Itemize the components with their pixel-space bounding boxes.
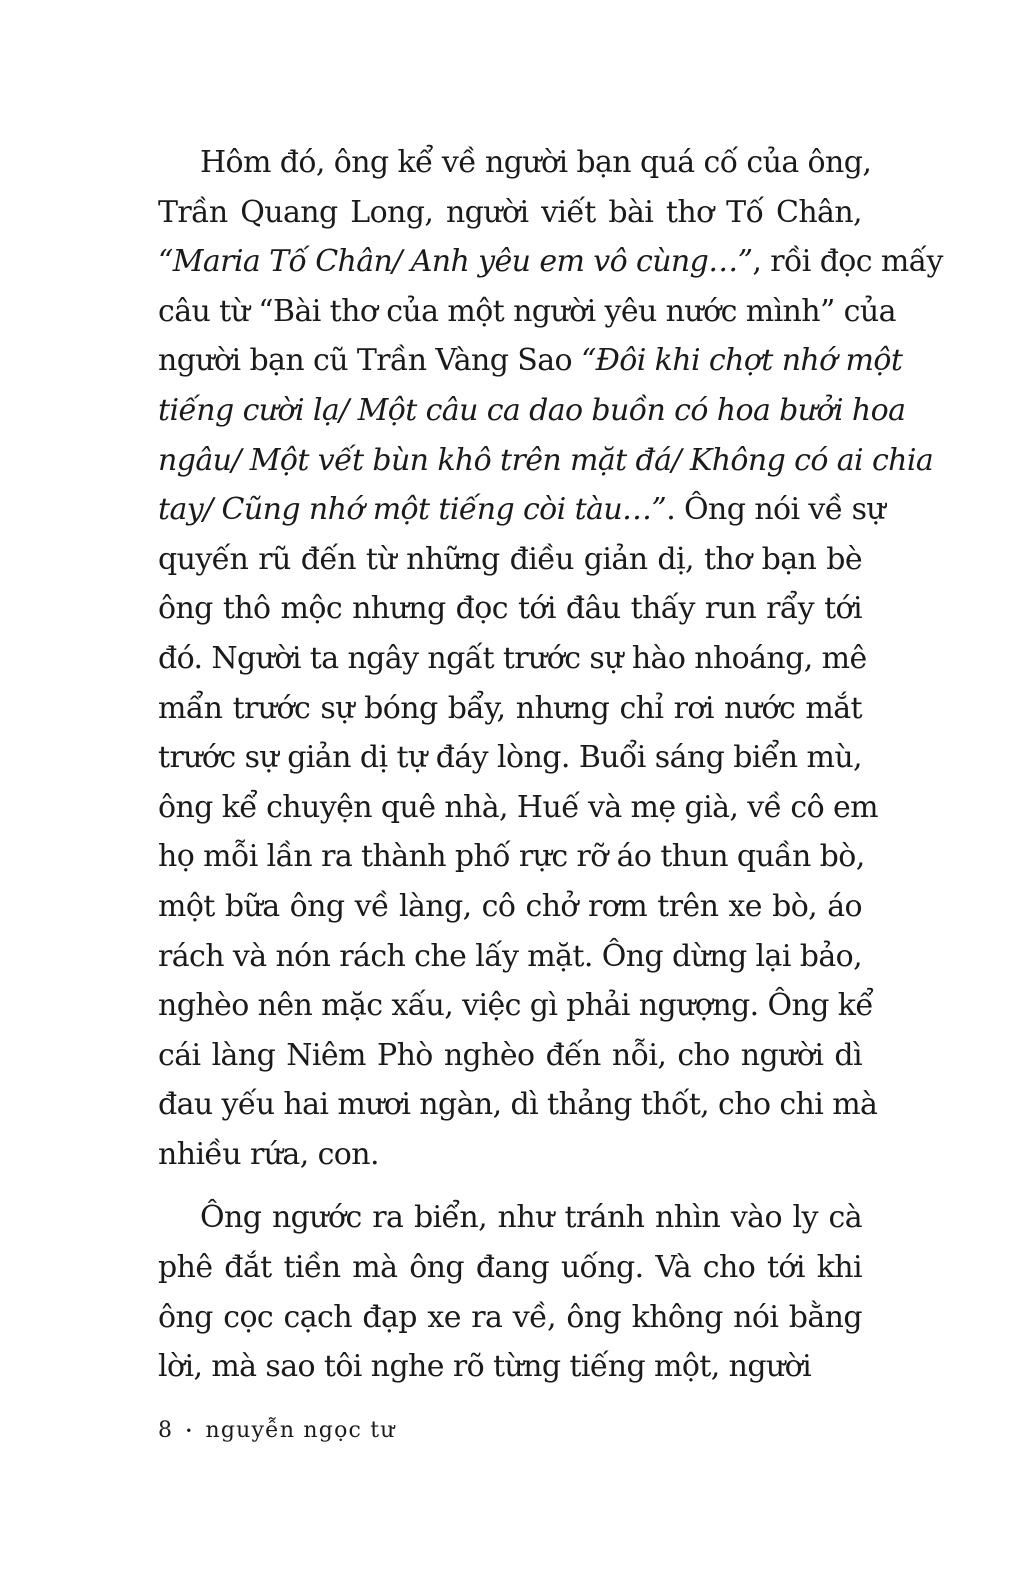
text-line bbox=[158, 485, 886, 535]
text-line bbox=[158, 1130, 862, 1180]
text-run: nghèo nên mặc xấu, việc gì phải ngượng. Ông kể bbox=[158, 988, 874, 1024]
text-line bbox=[158, 733, 862, 783]
text-run: ông thô mộc nhưng đọc tới đâu thấy run rẩy tới bbox=[158, 591, 862, 627]
text-run: phê đắt tiền mà ông đang uống. Và cho tới khi bbox=[158, 1250, 862, 1286]
text-line bbox=[158, 1193, 862, 1243]
text-line bbox=[158, 1080, 878, 1130]
text-run: họ mỗi lần ra thành phố rực rỡ áo thun quần bò, bbox=[158, 839, 865, 875]
text-line bbox=[158, 188, 862, 238]
text-run: quyến rũ đến từ những điều giản dị, thơ bạn bè bbox=[158, 541, 862, 577]
text-run: mẩn trước sự bóng bẩy, nhưng chỉ rơi nước mắt bbox=[158, 690, 862, 726]
text-line bbox=[158, 1342, 862, 1392]
text-line bbox=[158, 436, 934, 486]
text-run: . Ông nói về sự bbox=[666, 492, 886, 528]
text-line bbox=[158, 138, 872, 188]
text-line bbox=[158, 287, 896, 337]
footer-separator: • bbox=[185, 1424, 194, 1438]
text-line bbox=[158, 535, 862, 585]
text-line bbox=[158, 1243, 862, 1293]
text-line bbox=[158, 783, 878, 833]
text-line bbox=[158, 584, 862, 634]
text-line bbox=[158, 1031, 862, 1081]
text-line bbox=[158, 932, 862, 982]
text-run: rách và nón rách che lấy mặt. Ông dừng lại bảo, bbox=[158, 938, 863, 974]
text-run: lời, mà sao tôi nghe rõ từng tiếng một, người bbox=[158, 1349, 812, 1385]
page-footer bbox=[158, 1418, 396, 1443]
paragraph-2 bbox=[158, 1193, 862, 1391]
italic-text-run: “Maria Tố Chân/ Anh yêu em vô cùng…” bbox=[158, 244, 753, 280]
text-run: đó. Người ta ngây ngất trước sự hào nhoáng, mê bbox=[158, 640, 867, 676]
text-line bbox=[158, 882, 862, 932]
text-line bbox=[158, 1293, 862, 1343]
body-text bbox=[158, 138, 943, 1392]
text-run: trước sự giản dị tự đáy lòng. Buổi sáng biển mù, bbox=[158, 740, 862, 776]
text-run: Hôm đó, ông kể về người bạn quá cố của ông, bbox=[200, 145, 872, 180]
text-line bbox=[158, 634, 867, 684]
text-run: cái làng Niêm Phò nghèo đến nỗi, cho người dì bbox=[158, 1037, 862, 1073]
text-run: nhiều rứa, con. bbox=[158, 1136, 379, 1172]
text-line bbox=[158, 386, 906, 436]
text-line bbox=[158, 981, 874, 1031]
text-line bbox=[158, 832, 865, 882]
text-run: , rồi đọc mấy bbox=[752, 244, 943, 280]
text-run: một bữa ông về làng, cô chở rơm trên xe bò, áo bbox=[158, 888, 862, 924]
text-line bbox=[158, 684, 862, 734]
paragraph-gap bbox=[158, 1179, 862, 1193]
text-run: ông cọc cạch đạp xe ra về, ông không nói bằng bbox=[158, 1299, 862, 1335]
text-run: người bạn cũ Trần Vàng Sao bbox=[158, 343, 581, 379]
page-number: 8 bbox=[158, 1418, 174, 1443]
text-line bbox=[158, 336, 903, 386]
text-line bbox=[158, 237, 943, 287]
italic-text-run: “Đôi khi chợt nhớ một bbox=[580, 343, 903, 379]
paragraph-1 bbox=[158, 138, 943, 1179]
italic-text-run: ngâu/ Một vết bùn khô trên mặt đá/ Không có ai chia bbox=[158, 442, 934, 478]
italic-text-run: tiếng cười lạ/ Một câu ca dao buồn có hoa bưởi hoa bbox=[158, 392, 906, 428]
text-run: đau yếu hai mươi ngàn, dì thảng thốt, cho chi mà bbox=[158, 1087, 878, 1123]
text-run: Trần Quang Long, người viết bài thơ Tố Chân, bbox=[158, 194, 862, 230]
text-run: Ông ngước ra biển, như tránh nhìn vào ly cà bbox=[200, 1200, 862, 1236]
italic-text-run: tay/ Cũng nhớ một tiếng còi tàu…” bbox=[158, 492, 667, 528]
author-name: nguyễn ngọc tư bbox=[205, 1418, 396, 1443]
text-run: câu từ “Bài thơ của một người yêu nước mình” của bbox=[158, 293, 896, 329]
text-run: ông kể chuyện quê nhà, Huế và mẹ già, về cô em bbox=[158, 789, 878, 825]
